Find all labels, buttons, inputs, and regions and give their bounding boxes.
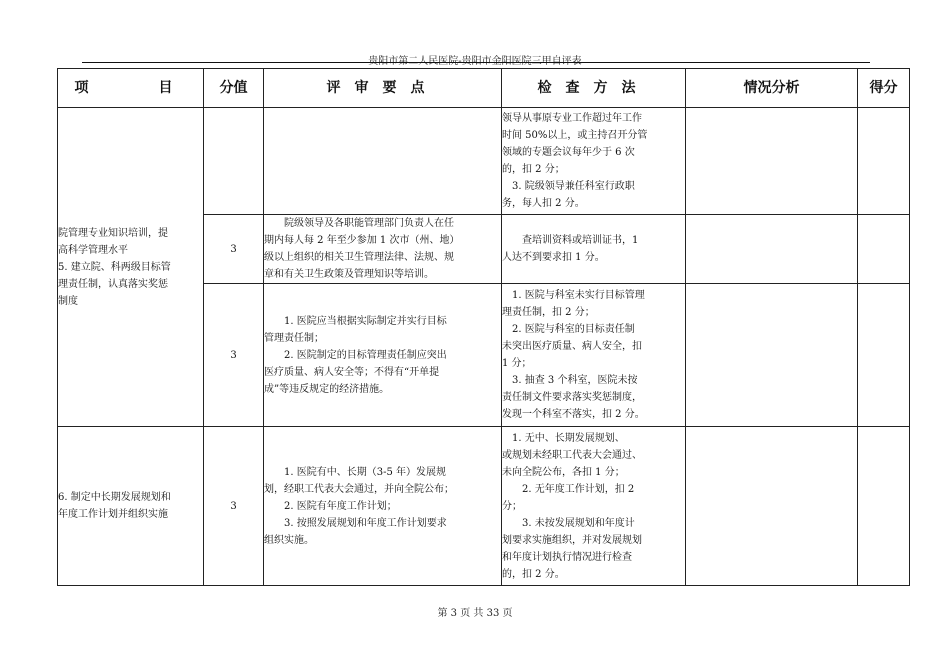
method-text: 未突出医疗质量、病人安全，扣 <box>502 341 642 352</box>
method-text: 务，每人扣 2 分。 <box>502 198 585 209</box>
header-rule <box>82 62 870 63</box>
item-text: 5. 建立院、科两级目标管 <box>58 261 171 273</box>
method-text: 时间 50%以上，或主持召开分管 <box>502 130 648 141</box>
score-cell <box>204 108 264 215</box>
method-text: 责任制文件要求落实奖惩制度， <box>502 392 642 403</box>
analysis-cell <box>686 215 858 284</box>
method-text: 3. 院级领导兼任科室行政职 <box>512 181 635 192</box>
item-text: 制度 <box>58 295 78 307</box>
method-cell <box>502 108 686 215</box>
item-cell <box>58 427 204 586</box>
points-cell <box>858 427 910 586</box>
method-text: 划要求实施组织，并对发展规划 <box>502 534 642 546</box>
method-text: 2. 医院与科室的目标责任制 <box>512 324 635 335</box>
table-row <box>58 427 910 586</box>
method-text: 3. 抽查 3 个科室，医院未按 <box>512 375 638 386</box>
requirements-text: 1. 医院有中、长期（3-5 年）发展规 <box>284 466 447 478</box>
method-text: 1 分； <box>502 358 532 369</box>
requirements-text: 划，经职工代表大会通过，并向全院公布； <box>264 483 454 495</box>
requirements-cell <box>264 108 502 215</box>
score-cell: 3 <box>204 284 264 427</box>
points-cell <box>858 108 910 215</box>
item-text: 年度工作计划并组织实施 <box>58 509 168 520</box>
method-cell <box>502 215 686 284</box>
method-text: 领导从事原专业工作超过年工作 <box>502 113 642 124</box>
requirements-text: 管理责任制； <box>264 332 324 344</box>
requirements-text: 3. 按照发展规划和年度工作计划要求 <box>284 517 447 529</box>
analysis-cell <box>686 108 858 215</box>
requirements-text: 2. 医院制定的目标管理责任制应突出 <box>284 349 447 361</box>
column-header-analysis: 情况分析 <box>686 69 858 108</box>
item-text: 理责任制，认真落实奖惩 <box>58 278 168 290</box>
item-text: 高科学管理水平 <box>58 244 128 256</box>
table-header-row <box>58 69 910 108</box>
score-cell: 3 <box>204 215 264 284</box>
column-header-points: 得分 <box>858 69 910 108</box>
method-text: 领域的专题会议每年少于 6 次 <box>502 147 635 158</box>
requirements-text: 成”等违反规定的经济措施。 <box>264 383 390 395</box>
method-text: 发现一个科室不落实，扣 2 分。 <box>502 409 645 420</box>
item-text: 院管理专业知识培训，提 <box>58 227 168 239</box>
analysis-cell <box>686 427 858 586</box>
requirements-text: 医疗质量、病人安全等；不得有“开单提 <box>264 366 440 378</box>
method-text: 或规划未经职工代表大会通过、 <box>502 449 642 461</box>
method-text: 1. 医院与科室未实行目标管理 <box>512 290 645 301</box>
method-text: 1. 无中、长期发展规划、 <box>512 432 625 444</box>
table-row <box>58 108 910 215</box>
points-cell <box>858 215 910 284</box>
points-cell <box>858 284 910 427</box>
column-header-method: 检查方法 <box>502 69 686 108</box>
method-text: 2. 无年度工作计划，扣 2 <box>522 483 635 495</box>
requirements-text: 1. 医院应当根据实际制定并实行目标 <box>284 315 447 327</box>
requirements-text: 2. 医院有年度工作计划； <box>284 500 397 512</box>
method-text: 3. 未按发展规划和年度计 <box>522 517 635 529</box>
method-text: 人达不到要求扣 1 分。 <box>502 252 605 263</box>
requirements-cell <box>264 427 502 586</box>
evaluation-table <box>57 68 910 586</box>
requirements-text: 组织实施。 <box>264 534 314 546</box>
column-header-score: 分值 <box>204 69 264 108</box>
page-number: 第 3 页 共 33 页 <box>437 608 513 619</box>
item-cell <box>58 108 204 427</box>
method-text: 理责任制，扣 2 分； <box>502 307 595 318</box>
analysis-cell <box>686 284 858 427</box>
method-text: 查培训资料或培训证书，1 <box>522 235 639 246</box>
item-text: 6. 制定中长期发展规划和 <box>58 492 171 503</box>
method-cell <box>502 284 686 427</box>
requirements-text: 章和有关卫生政策及管理知识等培训。 <box>264 269 434 280</box>
method-text: 未向全院公布，各扣 1 分； <box>502 466 625 478</box>
method-text: 和年度计划执行情况进行检查 <box>502 551 632 563</box>
requirements-cell <box>264 215 502 284</box>
requirements-text: 院级领导及各职能管理部门负责人在任 <box>284 218 454 229</box>
requirements-text: 级以上组织的相关卫生管理法律、法规、规 <box>264 252 454 263</box>
requirements-text: 期内每人每 2 年至少参加 1 次市（州、地） <box>264 235 460 246</box>
method-text: 的，扣 2 分。 <box>502 568 565 580</box>
method-text: 的，扣 2 分； <box>502 164 565 175</box>
page-header: 贵阳市第二人民医院-贵阳市金阳医院三甲自评表 <box>368 56 582 67</box>
column-header-item: 项 目 <box>58 69 204 108</box>
score-cell: 3 <box>204 427 264 586</box>
method-cell <box>502 427 686 586</box>
method-text: 分； <box>502 500 522 512</box>
requirements-cell <box>264 284 502 427</box>
column-header-requirements: 评审要点 <box>264 69 502 108</box>
